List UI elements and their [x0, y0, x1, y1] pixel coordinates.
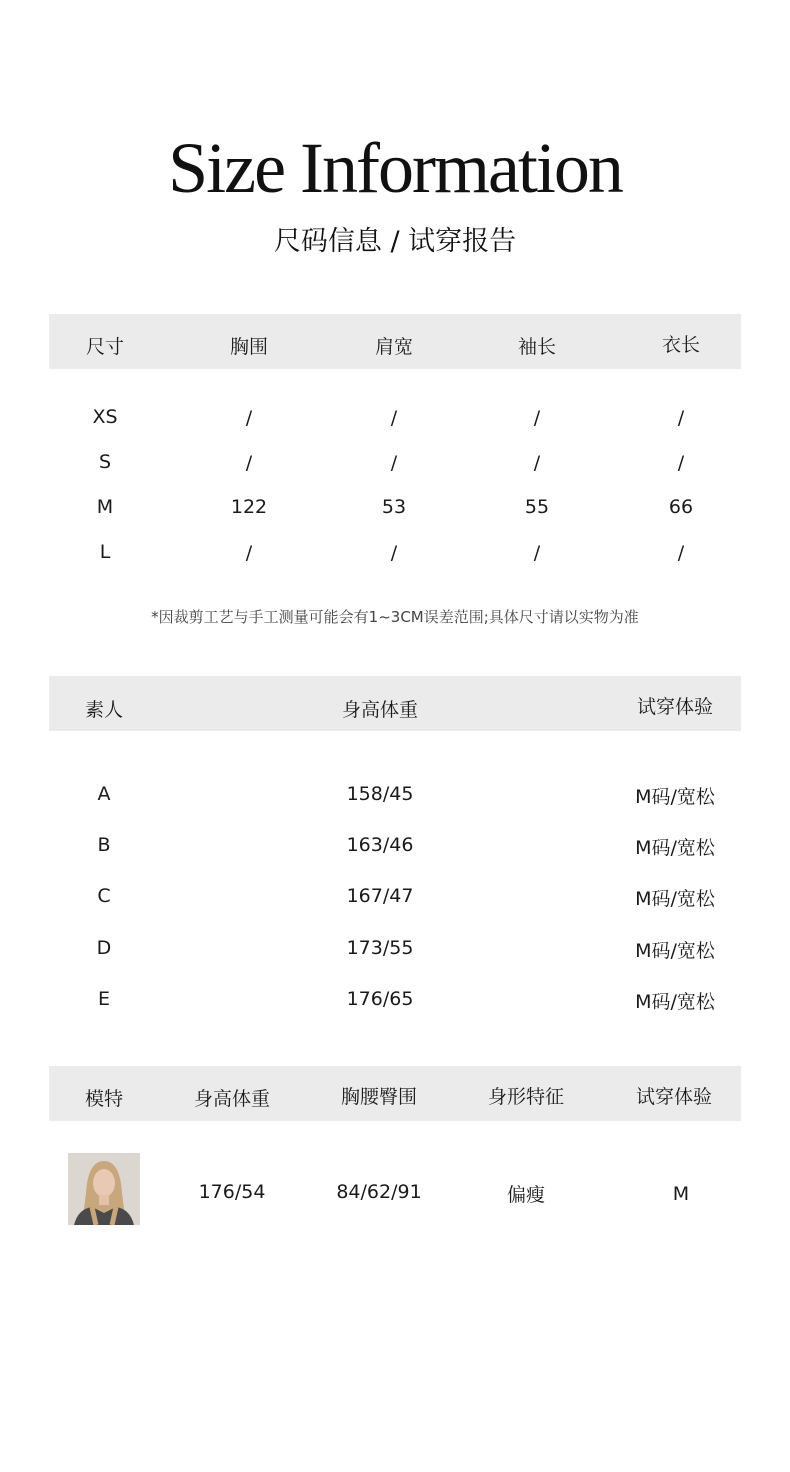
tryon-row-experience: M码/宽松 — [635, 837, 715, 859]
size-header-shoulder: 肩宽 — [374, 336, 414, 358]
tryon-header-height-weight: 身高体重 — [341, 699, 419, 721]
page-subtitle: 尺码信息 / 试穿报告 — [273, 226, 517, 257]
model-experience: M — [672, 1183, 690, 1205]
size-row-cell: / — [390, 542, 398, 564]
size-header-chest: 胸围 — [229, 336, 269, 358]
tryon-row-height-weight: 176/65 — [346, 988, 414, 1010]
tryon-row-experience: M码/宽松 — [635, 888, 715, 910]
tryon-row-person: E — [97, 988, 111, 1010]
tryon-row-height-weight: 163/46 — [346, 834, 414, 856]
size-row-label: S — [98, 451, 112, 473]
model-measurements: 84/62/91 — [336, 1181, 422, 1203]
model-header-experience: 试穿体验 — [635, 1086, 713, 1108]
size-row-cell: / — [245, 542, 253, 564]
tryon-row-height-weight: 158/45 — [346, 783, 414, 805]
tryon-header-experience: 试穿体验 — [636, 696, 714, 718]
measurement-note: *因裁剪工艺与手工测量可能会有1~3CM误差范围;具体尺寸请以实物为准 — [151, 608, 639, 626]
size-row-label: L — [99, 541, 111, 563]
size-row-cell: / — [390, 407, 398, 429]
model-header-measurements: 胸腰臀围 — [340, 1086, 418, 1108]
tryon-row-height-weight: 173/55 — [346, 937, 414, 959]
size-row-cell: / — [245, 452, 253, 474]
model-photo — [68, 1153, 140, 1225]
size-row-cell: 66 — [668, 496, 694, 518]
tryon-row-experience: M码/宽松 — [635, 991, 715, 1013]
size-header-sleeve: 袖长 — [517, 336, 557, 358]
model-header-model: 模特 — [84, 1088, 124, 1110]
size-row-cell: 53 — [381, 496, 407, 518]
tryon-row-experience: M码/宽松 — [635, 940, 715, 962]
size-row-label: XS — [92, 406, 118, 428]
size-header-length: 衣长 — [661, 334, 701, 356]
tryon-header-person: 素人 — [84, 699, 124, 721]
size-row-cell: 55 — [524, 496, 550, 518]
tryon-row-experience: M码/宽松 — [635, 786, 715, 808]
tryon-row-person: D — [96, 937, 112, 959]
size-row-cell: / — [677, 452, 685, 474]
size-row-label: M — [96, 496, 114, 518]
size-row-cell: / — [533, 407, 541, 429]
tryon-row-person: A — [97, 783, 111, 805]
size-row-cell: / — [533, 542, 541, 564]
tryon-row-person: C — [97, 885, 111, 907]
model-height-weight: 176/54 — [198, 1181, 266, 1203]
page-title: Size Information — [168, 128, 622, 208]
size-row-cell: / — [245, 407, 253, 429]
tryon-row-height-weight: 167/47 — [346, 885, 414, 907]
size-row-cell: / — [677, 407, 685, 429]
model-header-height-weight: 身高体重 — [193, 1088, 271, 1110]
size-row-cell: / — [677, 542, 685, 564]
size-row-cell: / — [390, 452, 398, 474]
size-row-cell: / — [533, 452, 541, 474]
model-body-type: 偏瘦 — [506, 1184, 546, 1206]
size-row-cell: 122 — [230, 496, 268, 518]
tryon-row-person: B — [97, 834, 111, 856]
model-photo-icon — [68, 1153, 140, 1225]
size-header-size: 尺寸 — [85, 336, 125, 358]
model-header-body-type: 身形特征 — [487, 1086, 565, 1108]
